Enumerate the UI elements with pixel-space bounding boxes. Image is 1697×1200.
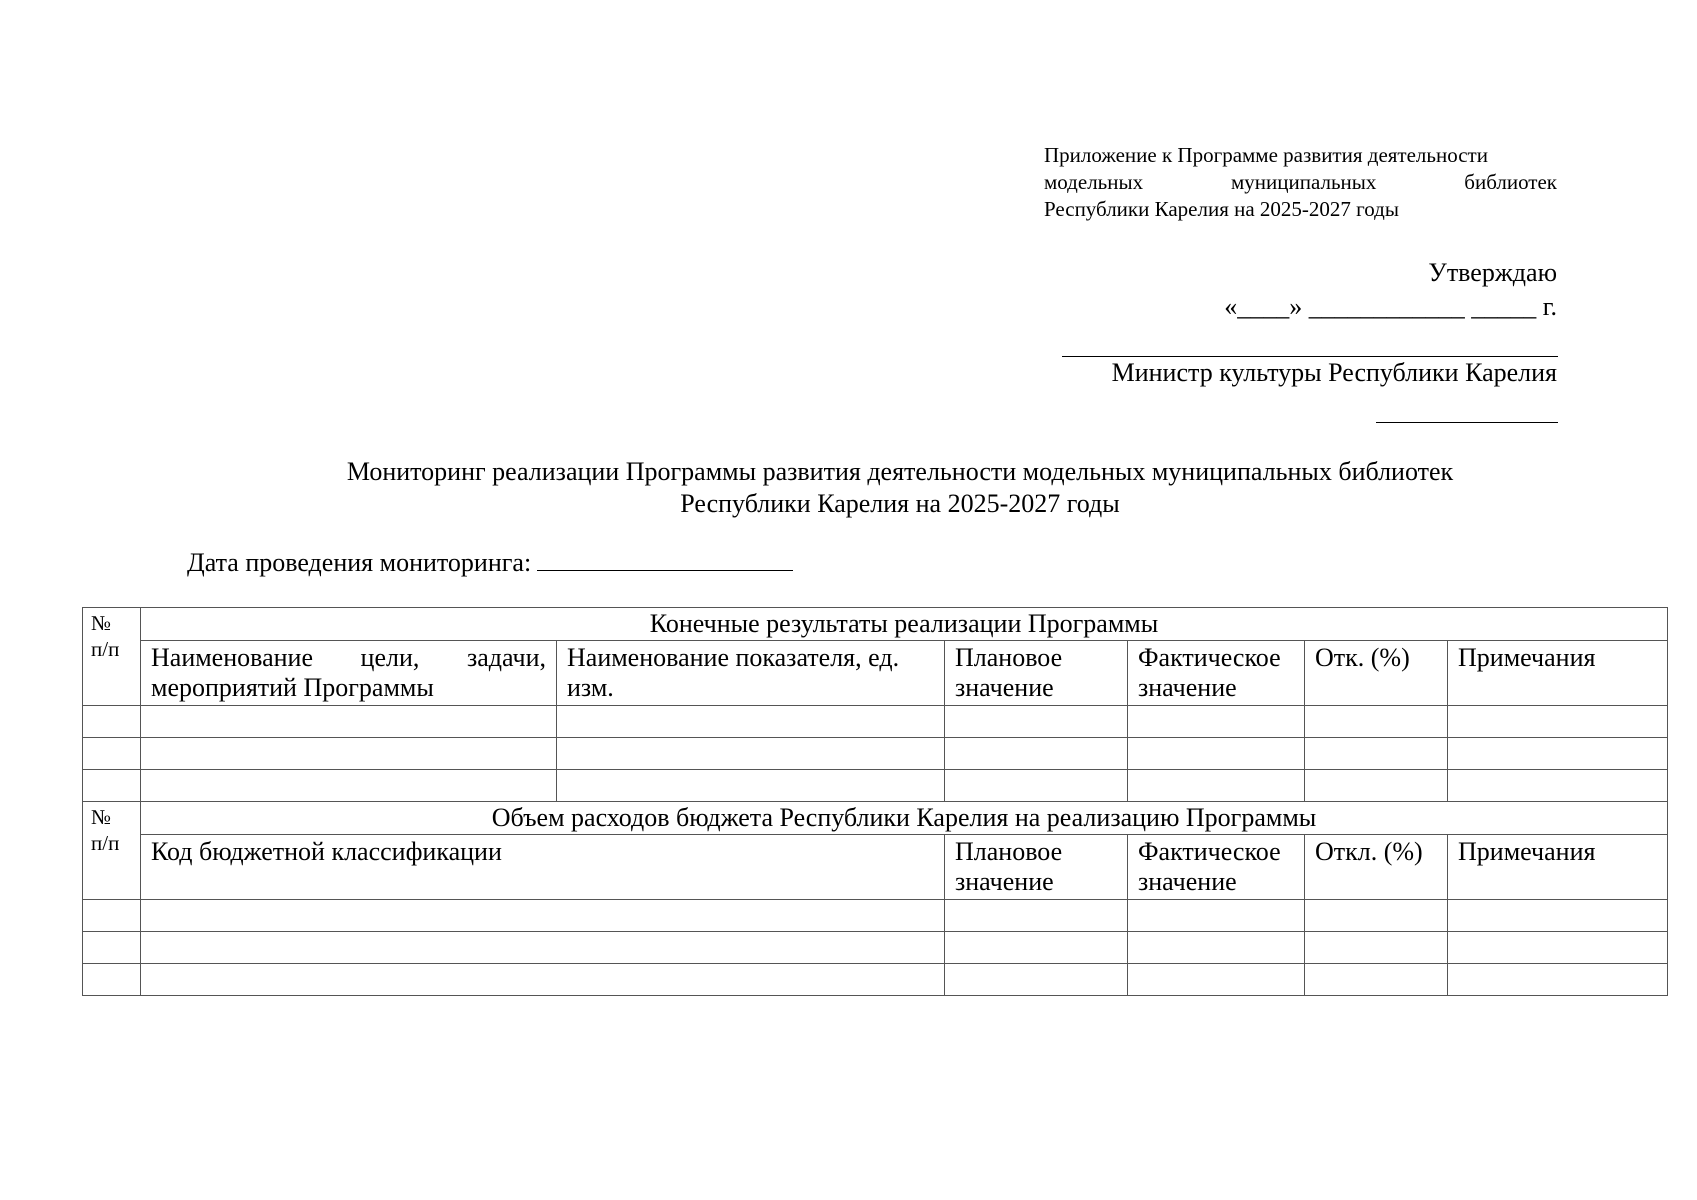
- cell-deviation[interactable]: [1305, 706, 1448, 738]
- cell-plan[interactable]: [945, 706, 1128, 738]
- monitoring-table: [82, 607, 1668, 996]
- budget-row: [83, 900, 1668, 932]
- cell-goal[interactable]: [141, 770, 557, 802]
- cell-indicator[interactable]: [557, 770, 945, 802]
- cell-fact[interactable]: [1128, 706, 1305, 738]
- cell-num[interactable]: [83, 738, 141, 770]
- approve-label: Утверждаю: [1428, 258, 1557, 287]
- results-header-row: [83, 641, 1668, 706]
- cell-plan[interactable]: [945, 900, 1128, 932]
- cell-code[interactable]: [141, 964, 945, 996]
- results-num-header: [83, 608, 141, 706]
- approval-date-line: «____» ____________ _____ г.: [1224, 292, 1557, 321]
- cell-num[interactable]: [83, 964, 141, 996]
- appendix-line-2: модельных муниципальных библиотек: [1044, 170, 1557, 194]
- results-section-title: Конечные результаты реализации Программы: [141, 608, 1668, 641]
- cell-notes[interactable]: [1448, 706, 1668, 738]
- budget-section-title: Объем расходов бюджета Республики Карелия на реализацию Программы: [141, 802, 1668, 835]
- appendix-line-1: Приложение к Программе развития деятельности: [1044, 143, 1488, 167]
- title-line-2: Республики Карелия на 2025-2027 годы: [680, 489, 1120, 518]
- col-notes-header: Примечания: [1448, 641, 1668, 706]
- col-deviation-header: Откл. (%): [1305, 835, 1448, 900]
- col-goal-line-1: Наименование цели, задачи,: [151, 643, 546, 672]
- col-code-header: Код бюджетной классификации: [141, 835, 945, 900]
- monitoring-date: [187, 548, 793, 578]
- cell-fact[interactable]: [1128, 964, 1305, 996]
- cell-num[interactable]: [83, 706, 141, 738]
- col-fact-header: Фактическое значение: [1128, 641, 1305, 706]
- signature-short-line: [1376, 422, 1558, 423]
- num-sign: №: [91, 611, 112, 635]
- cell-num[interactable]: [83, 900, 141, 932]
- cell-goal[interactable]: [141, 738, 557, 770]
- cell-code[interactable]: [141, 900, 945, 932]
- budget-row: [83, 932, 1668, 964]
- budget-num-header: [83, 802, 141, 900]
- cell-notes[interactable]: [1448, 770, 1668, 802]
- cell-deviation[interactable]: [1305, 738, 1448, 770]
- appendix-line-3: Республики Карелия на 2025-2027 годы: [1044, 197, 1399, 221]
- num-pp: п/п: [91, 831, 120, 855]
- cell-plan[interactable]: [945, 932, 1128, 964]
- document-title: [0, 456, 1697, 520]
- cell-fact[interactable]: [1128, 932, 1305, 964]
- col-plan-header: Плановое значение: [945, 835, 1128, 900]
- budget-section-row: [83, 802, 1668, 835]
- results-row: [83, 706, 1668, 738]
- monitoring-date-label: Дата проведения мониторинга:: [187, 548, 532, 577]
- results-row: [83, 770, 1668, 802]
- results-row: [83, 738, 1668, 770]
- cell-goal[interactable]: [141, 706, 557, 738]
- cell-deviation[interactable]: [1305, 770, 1448, 802]
- col-plan-header: Плановое значение: [945, 641, 1128, 706]
- num-pp: п/п: [91, 637, 120, 661]
- monitoring-date-blank: [537, 548, 793, 571]
- col-notes-header: Примечания: [1448, 835, 1668, 900]
- col-fact-header: Фактическое значение: [1128, 835, 1305, 900]
- cell-notes[interactable]: [1448, 900, 1668, 932]
- cell-fact[interactable]: [1128, 900, 1305, 932]
- cell-plan[interactable]: [945, 964, 1128, 996]
- signature-line: [1062, 356, 1558, 357]
- cell-deviation[interactable]: [1305, 964, 1448, 996]
- col-goal-line-2: мероприятий Программы: [151, 673, 434, 702]
- cell-fact[interactable]: [1128, 770, 1305, 802]
- col-goal-header: [141, 641, 557, 706]
- approver-position: Министр культуры Республики Карелия: [1111, 358, 1557, 387]
- cell-plan[interactable]: [945, 738, 1128, 770]
- budget-header-row: [83, 835, 1668, 900]
- cell-num[interactable]: [83, 770, 141, 802]
- cell-indicator[interactable]: [557, 706, 945, 738]
- cell-num[interactable]: [83, 932, 141, 964]
- title-line-1: Мониторинг реализации Программы развития деятельности модельных муниципальных библиотек: [346, 457, 1454, 486]
- cell-notes[interactable]: [1448, 932, 1668, 964]
- appendix-note: [1044, 142, 1557, 223]
- cell-deviation[interactable]: [1305, 900, 1448, 932]
- cell-deviation[interactable]: [1305, 932, 1448, 964]
- cell-fact[interactable]: [1128, 738, 1305, 770]
- col-deviation-header: Отк. (%): [1305, 641, 1448, 706]
- cell-notes[interactable]: [1448, 738, 1668, 770]
- cell-indicator[interactable]: [557, 738, 945, 770]
- cell-notes[interactable]: [1448, 964, 1668, 996]
- results-section-row: [83, 608, 1668, 641]
- cell-code[interactable]: [141, 932, 945, 964]
- cell-plan[interactable]: [945, 770, 1128, 802]
- col-indicator-header: Наименование показателя, ед. изм.: [557, 641, 945, 706]
- num-sign: №: [91, 805, 112, 829]
- budget-row: [83, 964, 1668, 996]
